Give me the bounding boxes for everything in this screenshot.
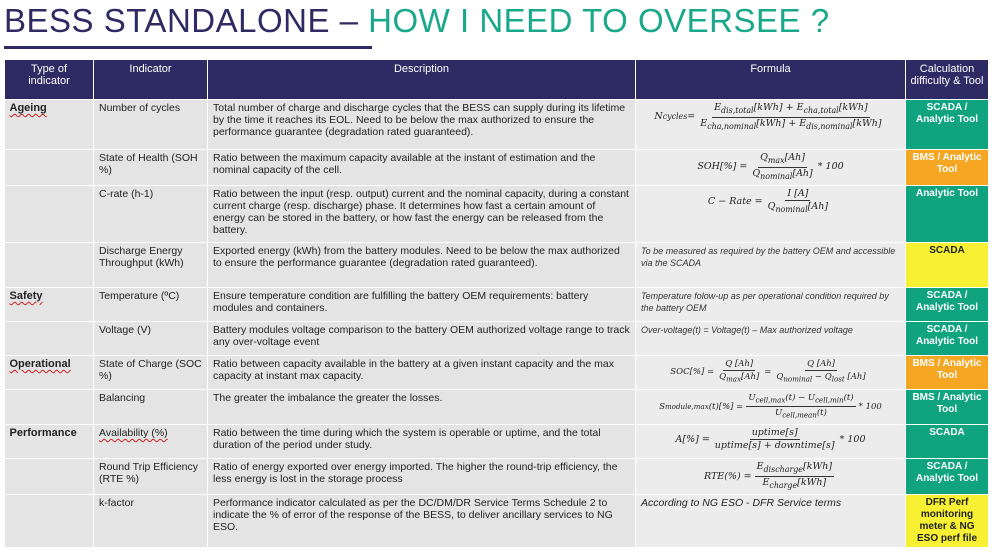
table-row — [5, 355, 989, 389]
tool-cell: SCADA — [906, 425, 989, 459]
indicator-cell: State of Charge (SOC %) — [94, 355, 208, 389]
formula-cell: A[%] = $\frac{\text{uptime[s]}}{\text{uptime[s] + downtime[s]}}$ * 100 — [636, 425, 906, 459]
formula-cell: RTE(%) = $\frac{E_{discharge}[kWh]}{E_{charge}[kWh]}$ — [636, 459, 906, 495]
tool-cell: BMS / Analytic Tool — [906, 389, 989, 424]
tool-cell: SCADA / Analytic Tool — [906, 287, 989, 321]
indicator-cell: Balancing — [94, 389, 208, 424]
type-cell — [5, 459, 94, 495]
header-tool: Calculation difficulty & Tool — [906, 60, 989, 100]
tool-cell: BMS / Analytic Tool — [906, 150, 989, 186]
table-row — [5, 425, 989, 459]
type-cell: Operational — [5, 355, 94, 389]
table-row — [5, 287, 989, 321]
formula-cell: SOC[%] = $\frac{Q [Ah]}{Q_{max}[Ah]}$ = $\frac{Q [Ah]}{Q_{nominal} - Q_{lost} [Ah]}$ — [636, 355, 906, 389]
indicator-cell: Voltage (V) — [94, 321, 208, 355]
tool-cell: DFR Perf monitoring meter & NG ESO perf file — [906, 494, 989, 547]
type-cell — [5, 494, 94, 547]
description-cell: Ratio between the time during which the system is operable or uptime, and the total duration of the period under study. — [208, 425, 636, 459]
formula-cell: Over-voltage(t) = Voltage(t) – Max authorized voltage — [636, 321, 906, 355]
table-row — [5, 150, 989, 186]
header-description: Description — [208, 60, 636, 100]
indicator-cell: k-factor — [94, 494, 208, 547]
description-cell: Ratio between the input (resp. output) current and the nominal capacity, during a constant current charge (resp. discharge) phase. It determines how fast a certain amount of energy can be stored in the battery, or how fast the energy can be released from the battery. — [208, 185, 636, 242]
type-cell — [5, 150, 94, 186]
header-formula: Formula — [636, 60, 906, 100]
formula-cell: Temperature folow-up as per operational condition required by the battery OEM — [636, 287, 906, 321]
indicator-cell: Round Trip Efficiency (RTE %) — [94, 459, 208, 495]
description-cell: Ratio between capacity available in the battery at a given instant capacity and the max capacity at instant max capacity. — [208, 355, 636, 389]
description-cell: The greater the imbalance the greater the losses. — [208, 389, 636, 424]
type-cell — [5, 321, 94, 355]
type-cell: Performance — [5, 425, 94, 459]
description-cell: Ratio of energy exported over energy imported. The higher the round-trip efficiency, the less energy is lost in the storage process — [208, 459, 636, 495]
header-type: Type of indicator — [5, 60, 94, 100]
title-part2: HOW I NEED TO OVERSEE ? — [368, 2, 830, 39]
indicator-cell: State of Health (SOH %) — [94, 150, 208, 186]
table-row — [5, 494, 989, 547]
tool-cell: SCADA / Analytic Tool — [906, 459, 989, 495]
tool-cell: SCADA / Analytic Tool — [906, 100, 989, 150]
description-cell: Ensure temperature condition are fulfilling the battery OEM requirements: battery modules and containers. — [208, 287, 636, 321]
indicator-cell: Discharge Energy Throughput (kWh) — [94, 242, 208, 287]
table-row — [5, 185, 989, 242]
table-row — [5, 242, 989, 287]
page-title — [4, 0, 830, 42]
title-part1: BESS STANDALONE – — [4, 2, 369, 39]
formula-cell: SOH[%] = $\frac{Q_{max}[Ah]}{Q_{nominal}[Ah]}$ * 100 — [636, 150, 906, 186]
formula-cell: According to NG ESO - DFR Service terms — [636, 494, 906, 547]
type-cell: Safety — [5, 287, 94, 321]
formula-cell: N cycles = $\frac{E_{dis,total}[kWh] + E_{cha,total}[kWh]}{E_{cha,nominal}[kWh] + E_{dis,nominal}[kWh]}$ — [636, 100, 906, 150]
description-cell: Exported energy (kWh) from the battery modules. Need to be below the max authorized to ensure the performance guarantee (degradation rated guaranteed). — [208, 242, 636, 287]
indicator-cell: Availability (%) — [94, 425, 208, 459]
formula-cell: To be measured as required by the battery OEM and accessible via the SCADA — [636, 242, 906, 287]
formula-cell: C − Rate = $\frac{I [A]}{Q_{nominal}[Ah]}$ — [636, 185, 906, 242]
description-cell: Battery modules voltage comparison to the battery OEM authorized voltage range to track any over-voltage event — [208, 321, 636, 355]
indicator-cell: Number of cycles — [94, 100, 208, 150]
tool-cell: SCADA / Analytic Tool — [906, 321, 989, 355]
tool-cell: SCADA — [906, 242, 989, 287]
indicator-cell: C-rate (h-1) — [94, 185, 208, 242]
indicator-table — [4, 59, 989, 548]
title-underline — [4, 46, 372, 49]
table-row — [5, 389, 989, 424]
type-cell: Ageing — [5, 100, 94, 150]
description-cell: Ratio between the maximum capacity available at the instant of estimation and the nominal capacity of the cell. — [208, 150, 636, 186]
table-row — [5, 321, 989, 355]
tool-cell: Analytic Tool — [906, 185, 989, 242]
tool-cell: BMS / Analytic Tool — [906, 355, 989, 389]
type-cell — [5, 242, 94, 287]
indicator-cell: Temperature (ºC) — [94, 287, 208, 321]
description-cell: Performance indicator calculated as per the DC/DM/DR Service Terms Schedule 2 to indicate the % of error of the response of the BESS, to deliver ancillary services to NG ESO. — [208, 494, 636, 547]
table-row — [5, 100, 989, 150]
description-cell: Total number of charge and discharge cycles that the BESS can supply during its lifetime by the time it reaches its EOL. Need to be below the max authorized to ensure the performance guarantee (degradation rated guaranteed). — [208, 100, 636, 150]
table-row — [5, 459, 989, 495]
header-indicator: Indicator — [94, 60, 208, 100]
formula-cell: S module,max (t)[%] = $\frac{U_{cell,max}(t) - U_{cell,min}(t)}{U_{cell,mean}(t)}$ * 100 — [636, 389, 906, 424]
type-cell — [5, 185, 94, 242]
type-cell — [5, 389, 94, 424]
